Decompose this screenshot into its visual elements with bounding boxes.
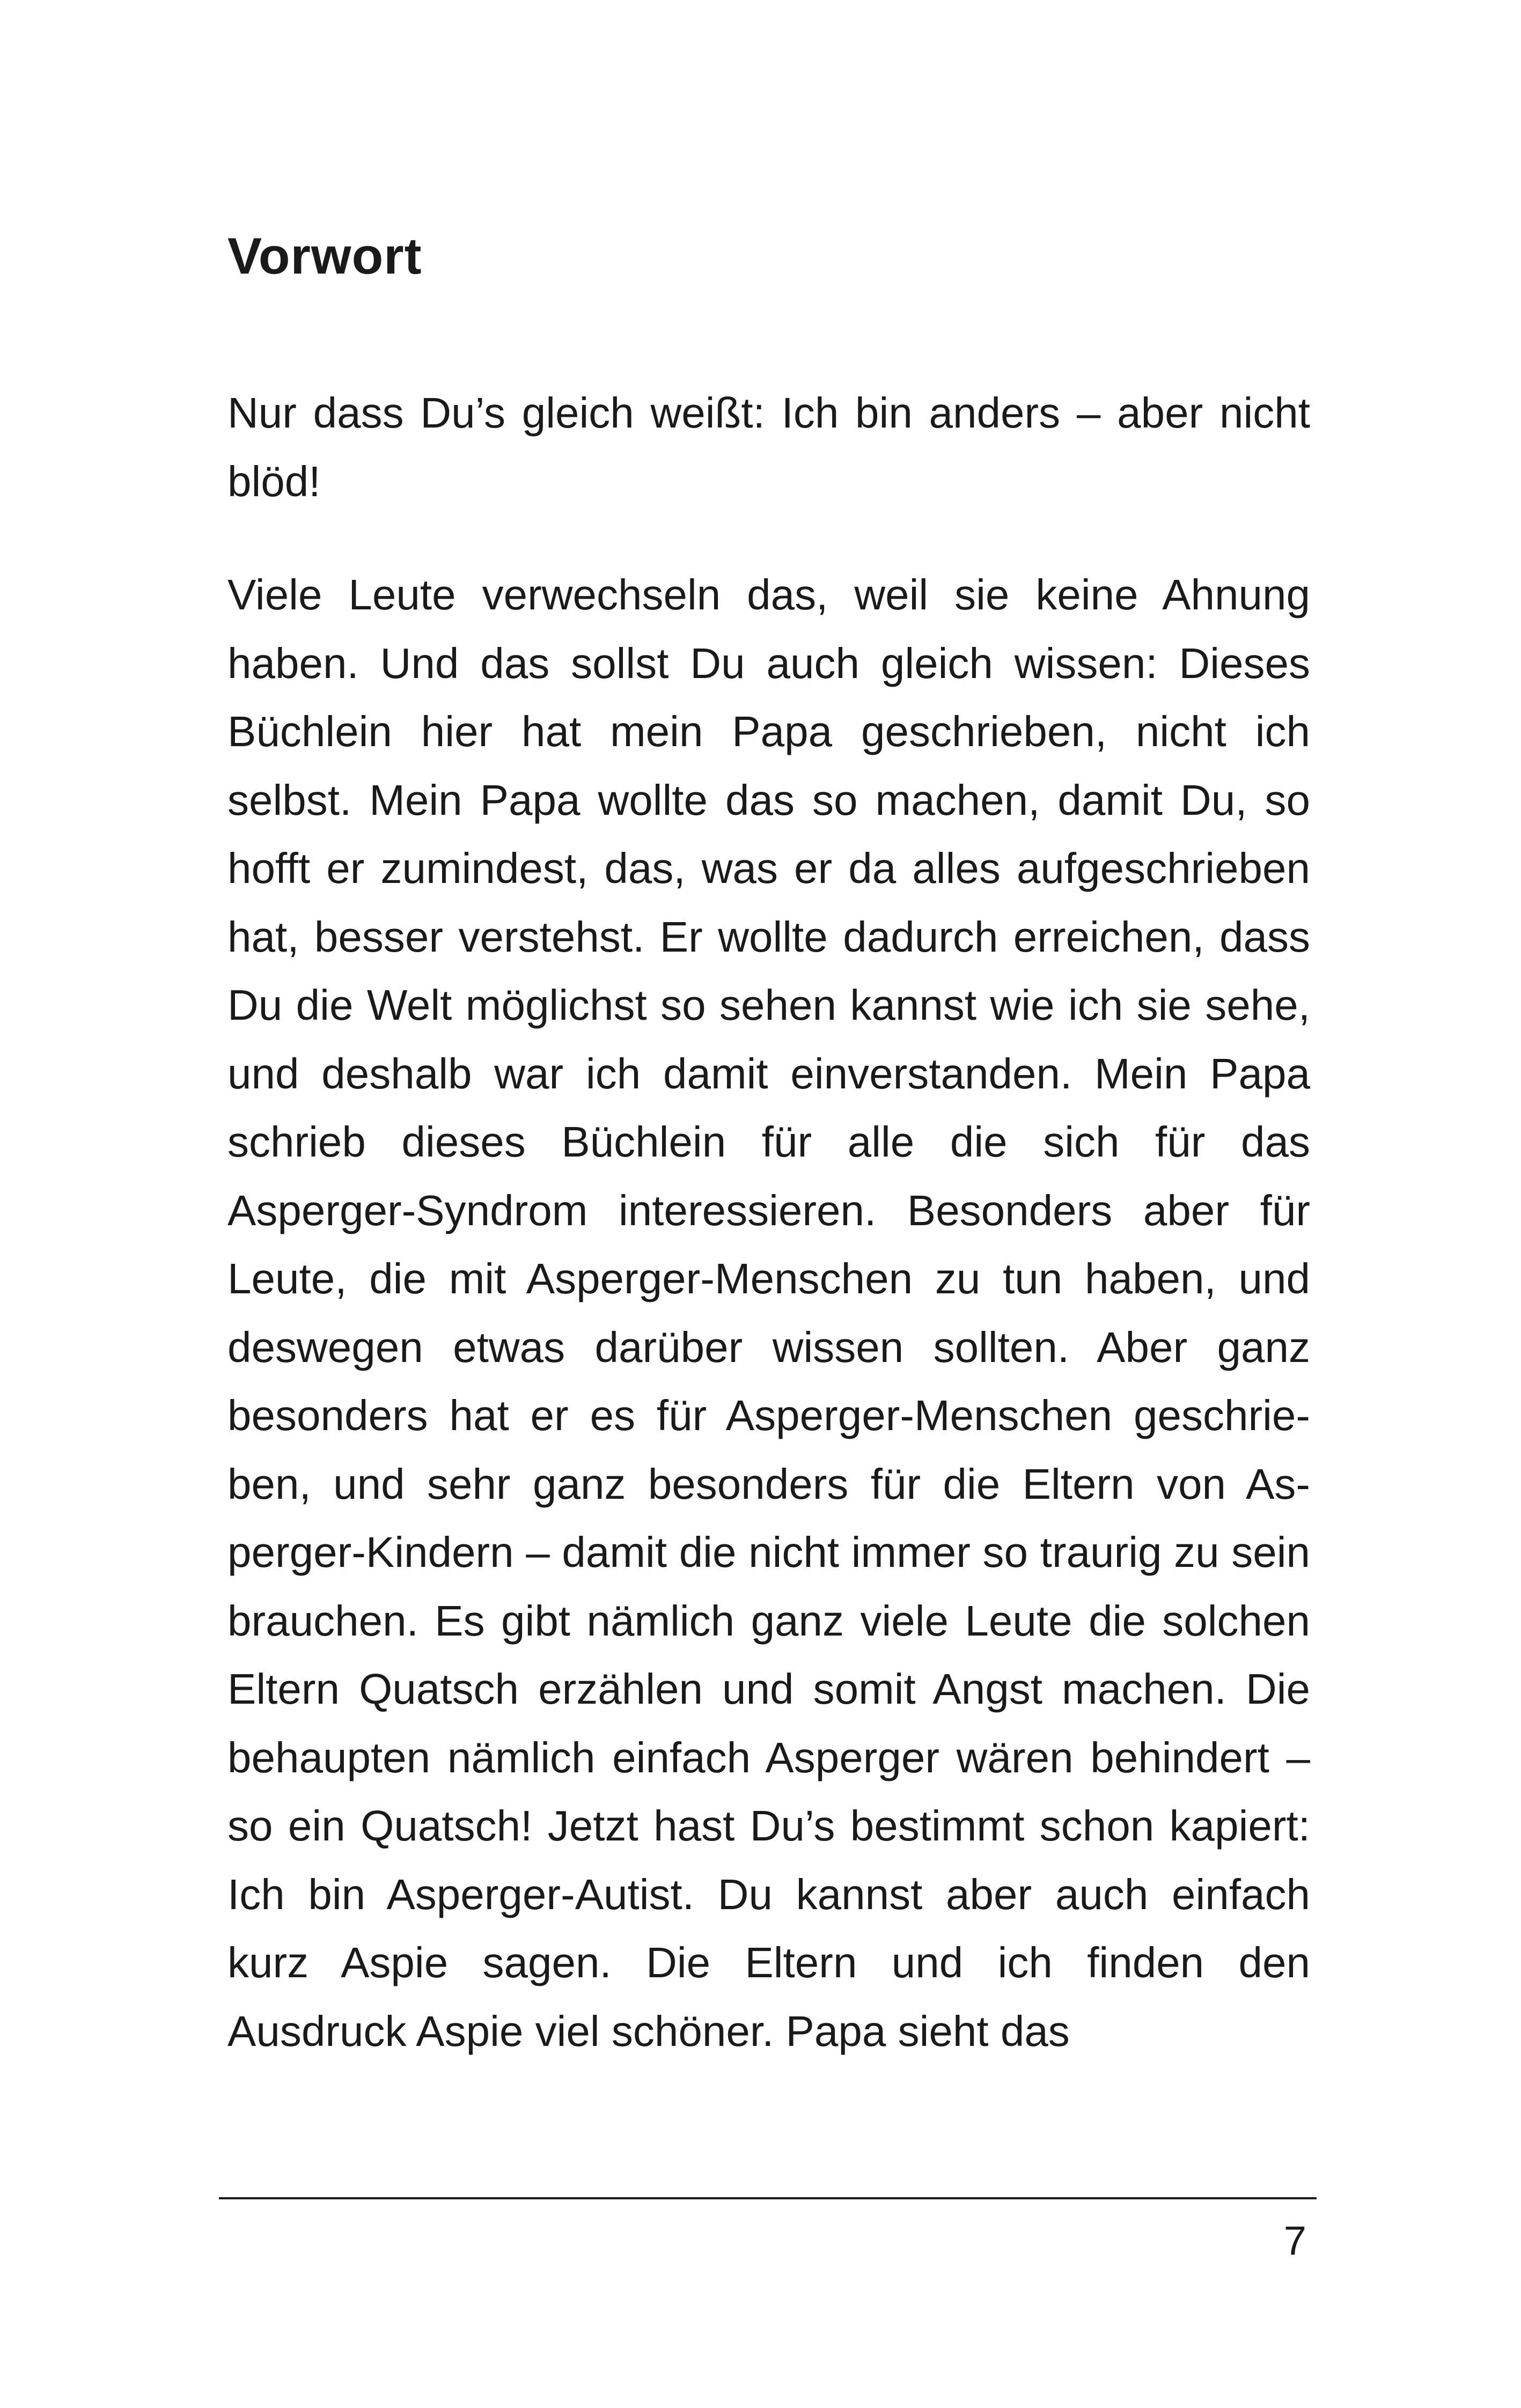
- body-text: [227, 379, 1310, 2065]
- paragraph-2: Viele Leute verwechseln das, weil sie keine Ahnung haben. Und das sollst Du auch gleich wissen: Dieses Büchlein hier hat mein Papa geschrieben, nicht ich selbst. Mein Papa wollte das so machen, damit Du, so hofft er zumindest, das, was er da alles aufgeschrieben hat, besser verstehst. Er wollte dadurch erreichen, dass Du die Welt möglichst so sehen kannst wie ich sie sehe, und deshalb war ich damit einverstanden. Mein Papa schrieb dieses Büchlein für alle die sich für das Asperger-Syndrom interessieren. Besonders aber für Leute, die mit Asperger-Menschen zu tun haben, und deswegen etwas darüber wissen sollten. Aber ganz besonders hat er es für Asperger-Menschen geschrieben, und sehr ganz besonders für die Eltern von Asperger-Kindern – damit die nicht immer so traurig zu sein brauchen. Es gibt nämlich ganz viele Leute die solchen Eltern Quatsch erzählen und somit Angst machen. Die behaupten nämlich einfach Asperger wären behindert – so ein Quatsch! Jetzt hast Du’s bestimmt schon kapiert: Ich bin Asperger-Autist. Du kannst aber auch einfach kurz Aspie sagen. Die Eltern und ich finden den Ausdruck Aspie viel schöner. Papa sieht das: [227, 571, 1310, 2055]
- chapter-heading: Vorwort: [227, 227, 422, 285]
- page-number: 7: [1283, 2218, 1306, 2264]
- footer-divider: [219, 2197, 1317, 2199]
- paragraph-1: Nur dass Du’s gleich weißt: Ich bin anders – aber nicht blöd!: [227, 389, 1310, 505]
